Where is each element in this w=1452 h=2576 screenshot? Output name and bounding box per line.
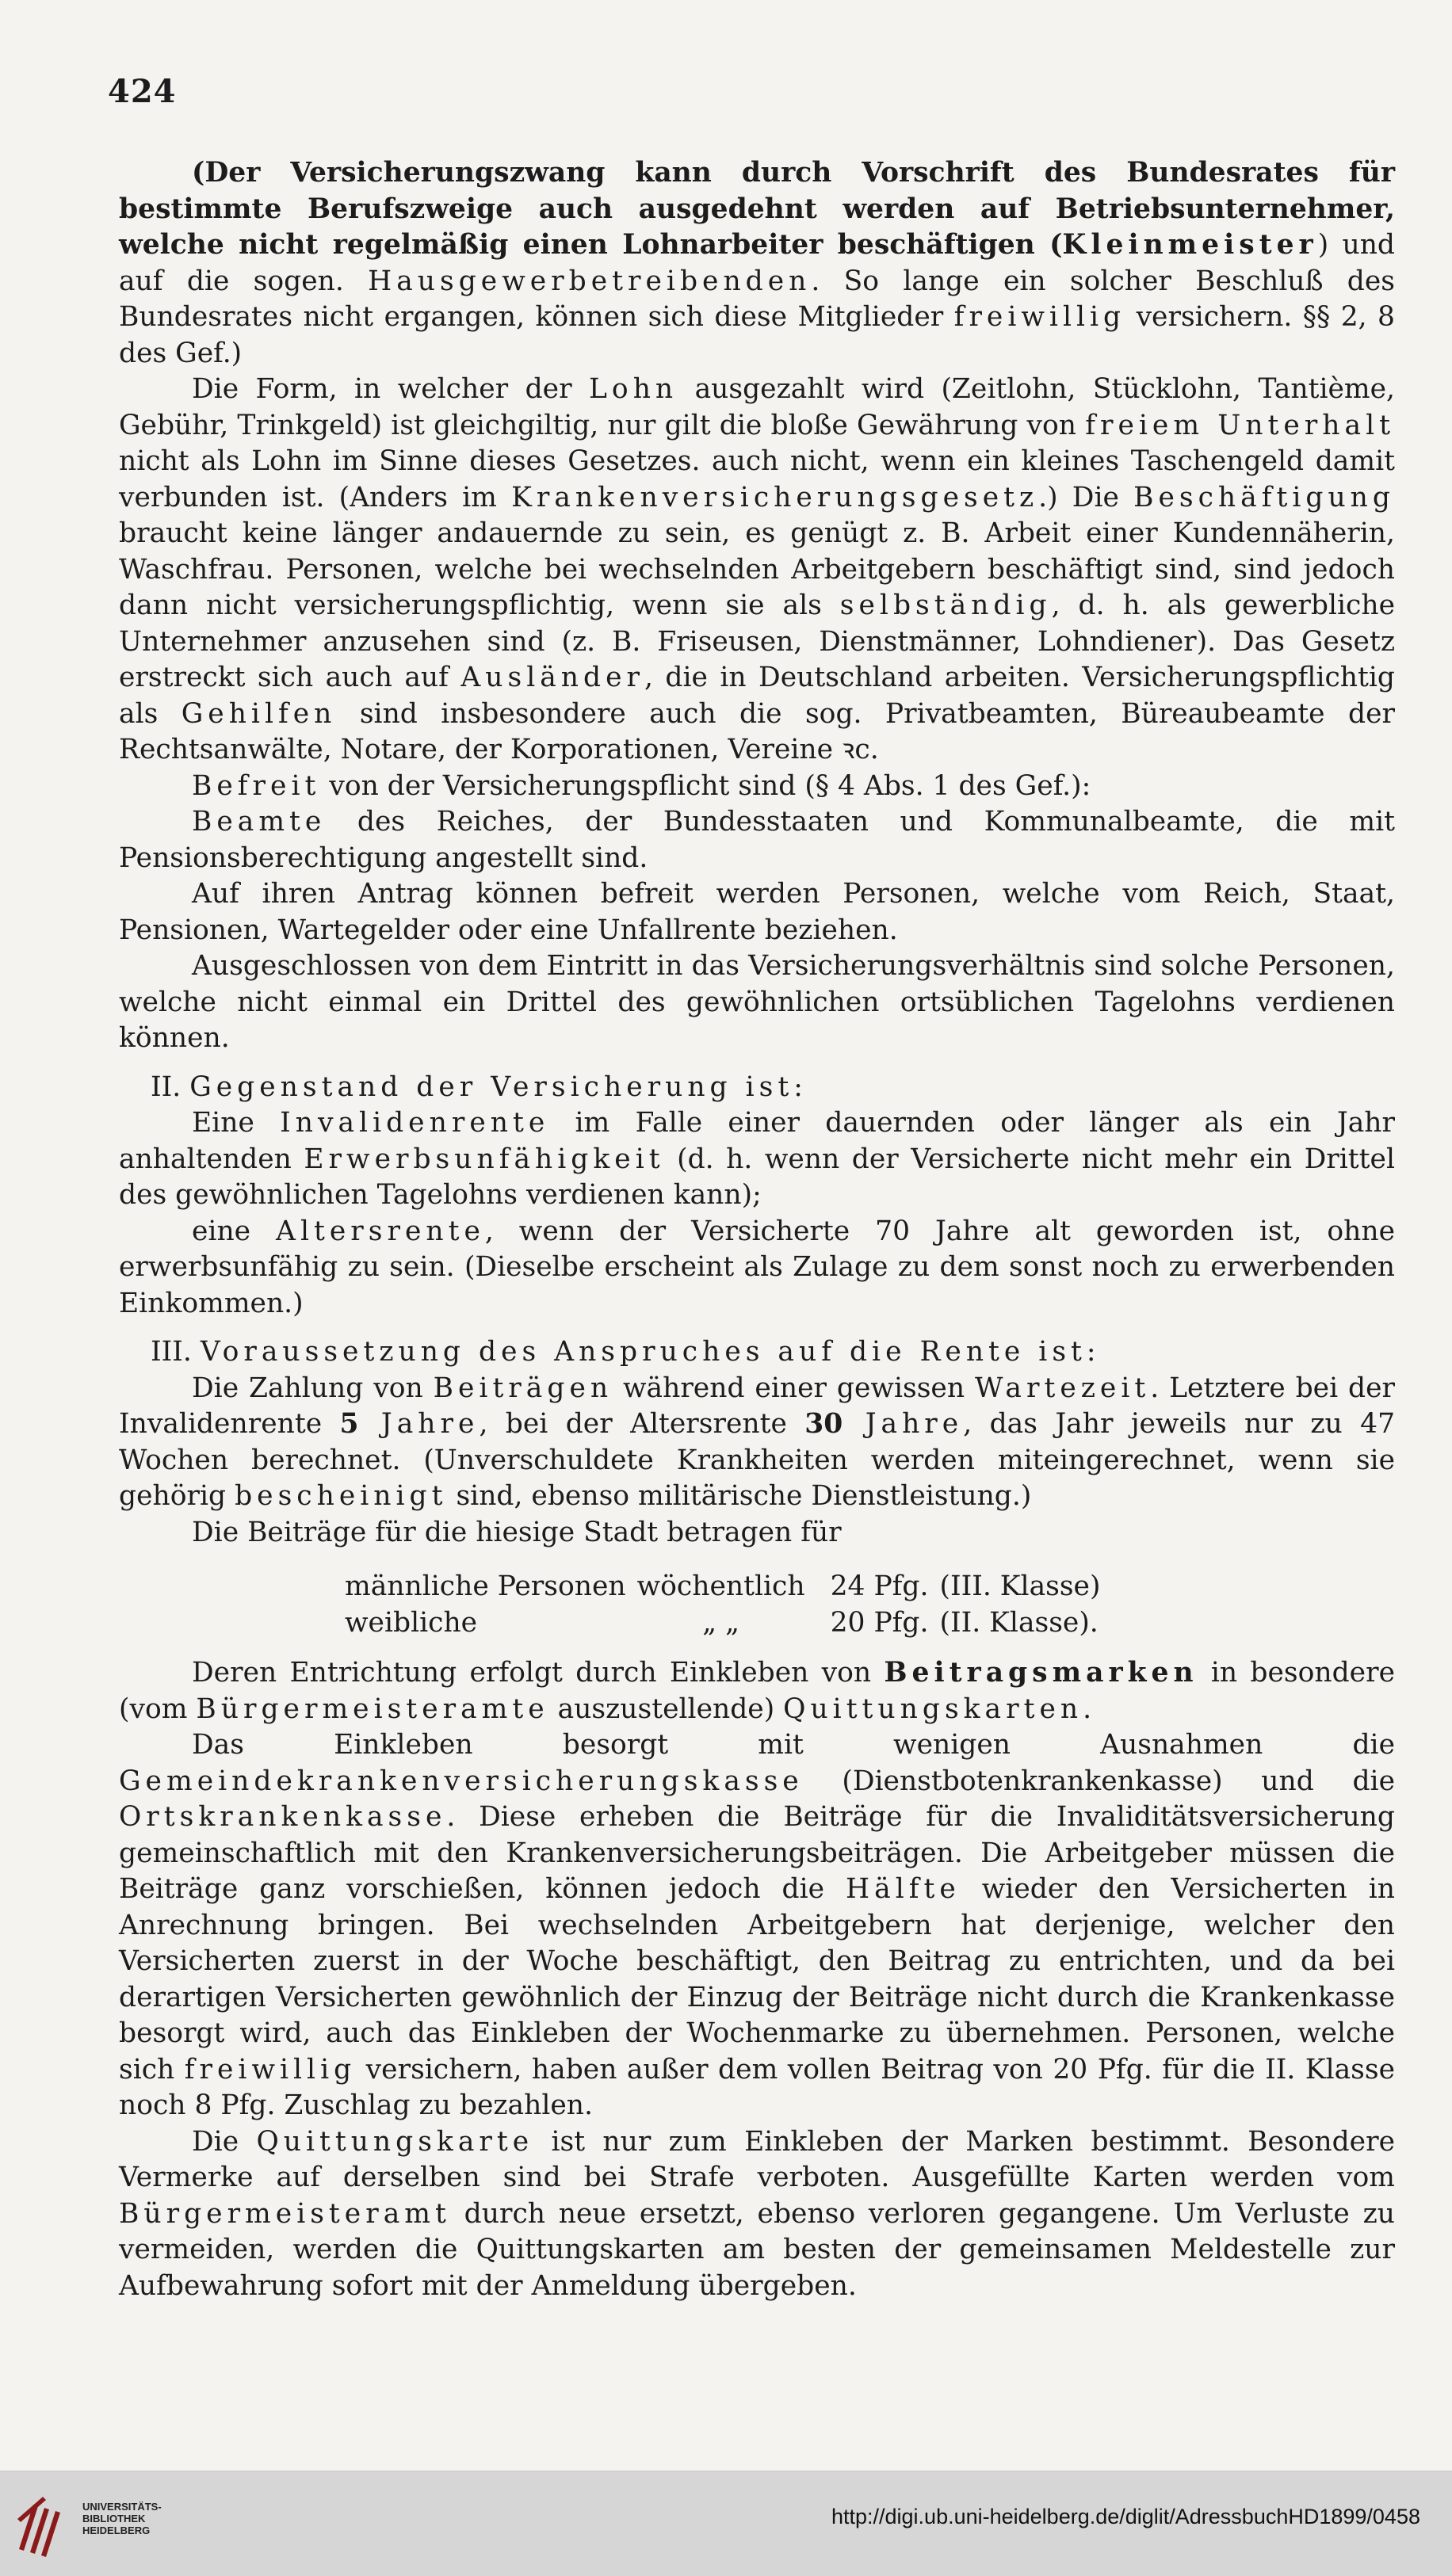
paragraph-invalidenrente: Eine Invalidenrente im Falle einer dauernden oder länger als ein Jahr anhaltenden Erwerbsunfähigkeit (d. h. wenn der Versicherte nicht mehr ein Drittel des gewöhnlichen Tagelohns verdienen kann);: [119, 1107, 1395, 1211]
paragraph-versicherungszwang: (Der Versicherungszwang kann durch Vorschrift des Bundesrates für bestimmte Berufszweige auch ausgedehnt werden auf Betriebsunternehmer, welche nicht regelmäßig einen Lohnarbeiter beschäftigen (Kleinmeister) und auf die sogen. Hausgewerbetreibenden. So lange ein solcher Beschluß des Bundesrates nicht ergangen, können sich diese Mitglieder freiwillig versichern. §§ 2, 8 des Gef.): [119, 157, 1396, 369]
paragraph-antrag: Auf ihren Antrag können befreit werden Personen, welche vom Reich, Staat, Pensionen, Wartegelder oder eine Unfallrente beziehen.: [119, 878, 1395, 946]
paragraph-lohn: Die Form, in welcher der Lohn ausgezahlt wird (Zeitlohn, Stücklohn, Tantième, Gebühr, Trinkgeld) ist gleichgiltig, nur gilt die bloße Gewährung von freiem Unterhalt nicht als Lohn im Sinne dieses Gesetzes. auch nicht, wenn ein kleines Taschengeld damit verbunden ist. (Anders im Krankenversicherungsgesetz.) Die Beschäftigung braucht keine länger andauernde zu sein, es genügt z. B. Arbeit einer Kundennäherin, Waschfrau. Personen, welche bei wechselnden Arbeitgebern beschäftigt sind, sind jedoch dann nicht versicherungspflichtig, wenn sie als selbständig, d. h. als gewerbliche Unternehmer anzusehen sind (z. B. Friseusen, Dienstmänner, Lohndiener). Das Gesetz erstreckt sich auch auf Ausländer, die in Deutschland arbeiten. Versicherungspflichtig als Gehilfen sind insbesondere auch die sog. Privatbeamten, Büreaubeamte der Rechtsanwälte, Notare, der Korporationen, Vereine ꝛc.: [119, 373, 1396, 765]
source-url-link[interactable]: http://digi.ub.uni-heidelberg.de/diglit/AdressbuchHD1899/0458: [831, 2505, 1420, 2528]
table-row: männliche Personen wöchentlich 24 Pfg. (III. Klasse): [345, 1570, 1101, 1602]
document-body: [119, 155, 1395, 2304]
page-number: 424: [108, 73, 177, 110]
library-name: UNIVERSITÄTS- BIBLIOTHEK HEIDELBERG: [82, 2501, 162, 2536]
paragraph-quittungskarte: Die Quittungskarte ist nur zum Einkleben der Marken bestimmt. Besondere Vermerke auf derselben sind bei Strafe verboten. Ausgefüllte Karten werden vom Bürgermeisteramt durch neue ersetzt, ebenso verloren gegangene. Um Verluste zu vermeiden, werden die Quittungskarten am besten der gemeinsamen Meldestelle zur Aufbewahrung sofort mit der Anmeldung übergeben.: [119, 2125, 1396, 2302]
rates-table: [345, 1568, 1111, 1641]
paragraph-befreit: Befreit von der Versicherungspflicht sind (§ 4 Abs. 1 des Gef.):: [192, 769, 1091, 802]
footer-bar: [0, 2471, 1452, 2576]
paragraph-beamte: Beamte des Reiches, der Bundesstaaten und Kommunalbeamte, die mit Pensionsberechtigung angestellt sind.: [119, 806, 1395, 874]
paragraph-ausgeschlossen: Ausgeschlossen von dem Eintritt in das Versicherungsverhältnis sind solche Personen, welche nicht einmal ein Drittel des gewöhnlichen ortsüblichen Tagelohns verdienen können.: [119, 950, 1395, 1054]
section-heading-ii: II. Gegenstand der Versicherung ist:: [151, 1070, 808, 1103]
paragraph-altersrente: eine Altersrente, wenn der Versicherte 70 Jahre alt geworden ist, ohne erwerbsunfähig zu sein. (Dieselbe erscheint als Zulage zu dem sonst noch zu erwerbenden Einkommen.): [119, 1215, 1396, 1319]
paragraph-beitraege: Die Zahlung von Beiträgen während einer gewissen Wartezeit. Letztere bei der Invalidenrente 5 Jahre, bei der Altersrente 30 Jahre, das Jahr jeweils nur zu 47 Wochen berechnet. (Unverschuldete Krankheiten werden miteingerechnet, wenn sie gehörig bescheinigt sind, ebenso militärische Dienstleistung.): [119, 1372, 1396, 1512]
table-row: weibliche „ „ 20 Pfg. (II. Klasse).: [345, 1607, 1099, 1639]
section-heading-iii: III. Voraussetzung des Anspruches auf die Rente ist:: [151, 1336, 1101, 1368]
university-library-logo-icon: [11, 2487, 82, 2560]
paragraph-beitraege-stadt: Die Beiträge für die hiesige Stadt betragen für: [192, 1516, 842, 1548]
paragraph-entrichtung: Deren Entrichtung erfolgt durch Einkleben von Beitragsmarken in besondere (vom Bürgermeisteramte auszustellende) Quittungskarten.: [119, 1657, 1395, 1725]
paragraph-einkleben: Das Einkleben besorgt mit wenigen Ausnahmen die Gemeindekrankenversicherungskasse (Dienstbotenkrankenkasse) und die Ortskrankenkasse. Diese erheben die Beiträge für die Invaliditätsversicherung gemeinschaftlich mit den Krankenversicherungsbeiträgen. Die Arbeitgeber müssen die Beiträge ganz vorschießen, können jedoch die Hälfte wieder den Versicherten in Anrechnung bringen. Bei wechselnden Arbeitgebern hat derjenige, welcher den Versicherten zuerst in der Woche beschäftigt, den Beitrag zu entrichten, und da bei derartigen Versicherten gewöhnlich der Einzug der Beiträge nicht durch die Krankenkasse besorgt wird, auch das Einkleben der Wochenmarke zu übernehmen. Personen, welche sich freiwillig versichern, haben außer dem vollen Beitrag von 20 Pfg. für die II. Klasse noch 8 Pfg. Zuschlag zu bezahlen.: [119, 1729, 1396, 2121]
